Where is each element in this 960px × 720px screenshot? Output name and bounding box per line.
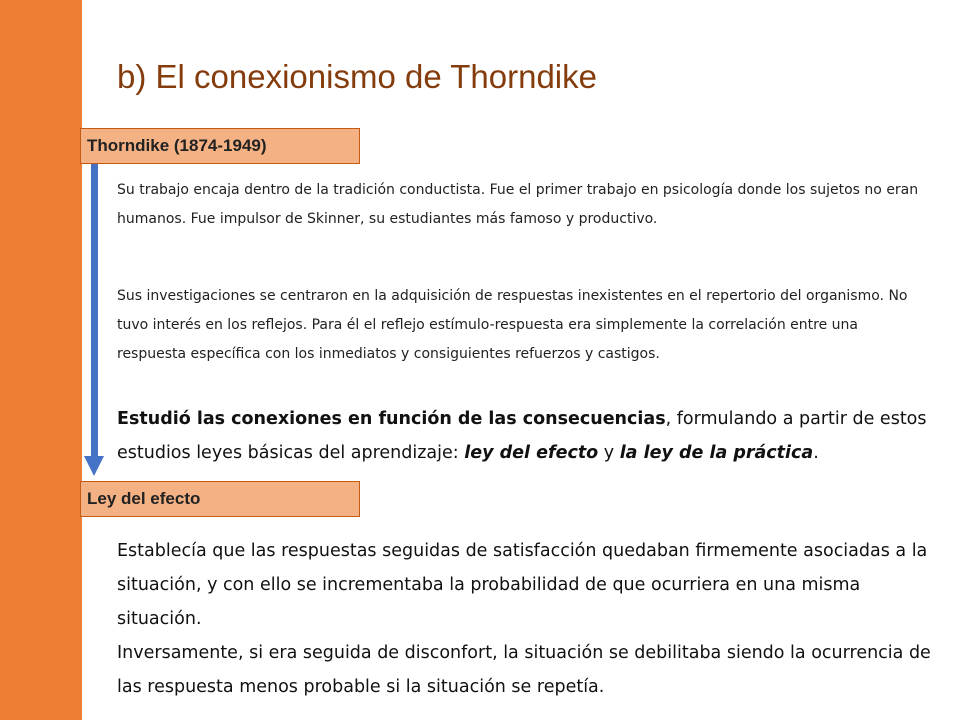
connections-text-middle: , formulando a partir de estos estudios leyes básicas del aprendizaje:	[117, 409, 927, 463]
law-of-practice-term: la ley de la práctica	[619, 443, 814, 463]
slide-title: b) El conexionismo de Thorndike	[117, 58, 597, 95]
law-of-effect-term: ley del efecto	[464, 443, 599, 463]
connections-connector: y	[598, 443, 620, 463]
left-accent-band	[0, 0, 82, 720]
section-label-law-of-effect: Ley del efecto	[80, 481, 360, 517]
paragraph-investigations: Sus investigaciones se centraron en la adquisición de respuestas inexistentes en el repertorio del organismo. No tuvo interés en los reflejos. Para él el reflejo estímulo-respuesta era simplemente la correlación entre una respuesta específica con los inmediatos y consiguientes refuerzos y castigos.	[117, 288, 908, 362]
timeline-arrow-head-icon	[84, 456, 104, 476]
paragraph-connections	[117, 402, 932, 470]
connections-bold-lead: Estudió las conexiones en función de las consecuencias	[117, 409, 666, 429]
paragraph-biography: Su trabajo encaja dentro de la tradición conductista. Fue el primer trabajo en psicología donde los sujetos no eran humanos. Fue impulsor de Skinner, su estudiantes más famoso y productivo.	[117, 182, 919, 227]
connections-end: .	[813, 443, 819, 463]
section-label-thorndike: Thorndike (1874-1949)	[80, 128, 360, 164]
paragraph-inverse: Inversamente, si era seguida de disconfort, la situación se debilitaba siendo la ocurrencia de las respuesta menos probable si la situación se repetía.	[117, 643, 931, 697]
timeline-arrow-line	[91, 164, 98, 458]
paragraph-law-of-effect: Establecía que las respuestas seguidas de satisfacción quedaban firmemente asociadas a la situación, y con ello se incrementaba la probabilidad de que ocurriera en una misma situación.	[117, 541, 928, 629]
